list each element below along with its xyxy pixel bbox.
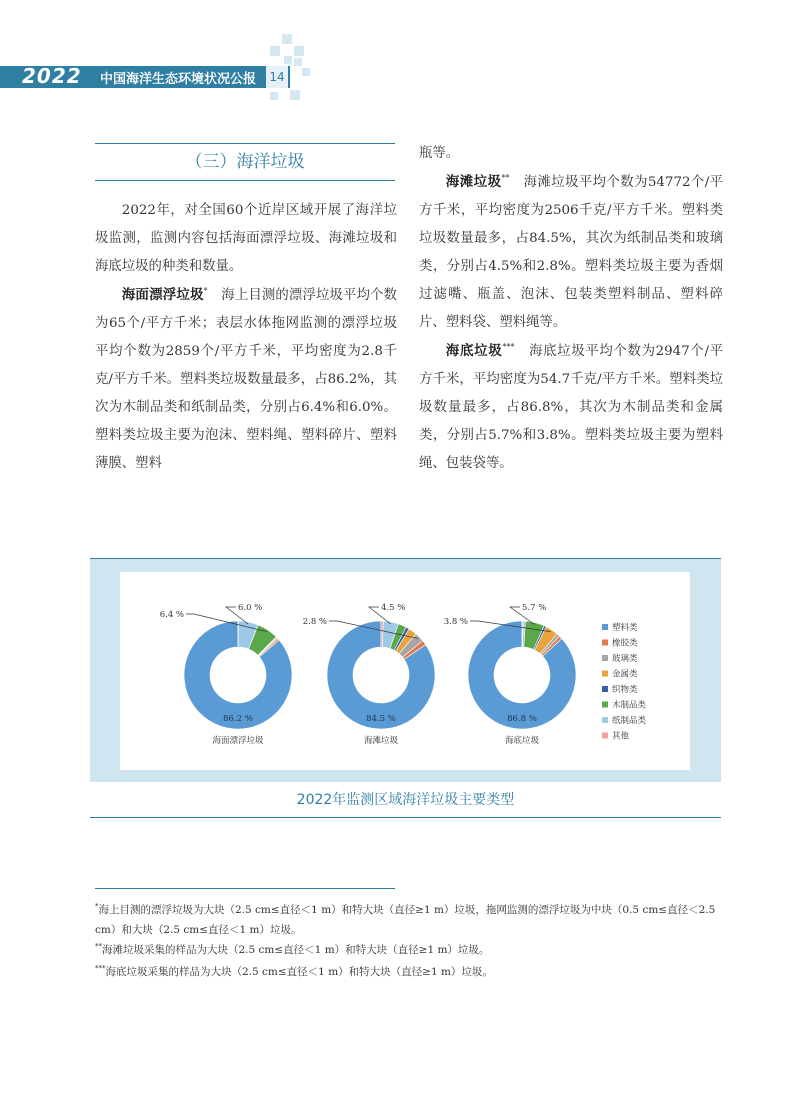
legend-swatch xyxy=(602,733,608,739)
legend-label: 橡胶类 xyxy=(612,638,638,649)
legend-swatch xyxy=(602,655,608,661)
seabed-paragraph xyxy=(419,337,723,478)
footnote-1-text: 海上目测的漂浮垃圾为大块（2.5 cm≤直径＜1 m）和特大块（直径≥1 m）垃圾，拖网监测的漂浮垃圾为中块（0.5 cm≤直径＜2.5 cm）和大块（2.5 cm≤直径＜1 m）垃圾。 xyxy=(95,904,716,936)
footnote-1 xyxy=(95,900,735,940)
data-label: 86.2 % xyxy=(223,714,253,724)
donut-2 xyxy=(303,603,435,746)
left-column xyxy=(95,197,397,478)
legend-swatch xyxy=(602,671,608,677)
footnote-2-mark: ** xyxy=(95,942,102,951)
footnote-3-mark: *** xyxy=(95,964,106,973)
chart-name: 海面漂浮垃圾 xyxy=(212,736,264,746)
beach-footnote-mark: ** xyxy=(501,173,510,183)
footnote-2 xyxy=(95,940,735,960)
header-year: 2022 xyxy=(22,64,82,88)
beach-keyword: 海滩垃圾 xyxy=(445,174,502,190)
data-label: 84.5 % xyxy=(366,714,396,724)
intro-paragraph: 2022年，对全国60个近岸区域开展了海洋垃圾监测，监测内容包括海面漂浮垃圾、海滩垃圾和海底垃圾的种类和数量。 xyxy=(95,203,397,274)
legend-label: 织物类 xyxy=(612,685,638,695)
legend-label: 金属类 xyxy=(612,669,638,680)
legend-label: 塑料类 xyxy=(612,623,638,633)
chart-name: 海底垃圾 xyxy=(504,736,540,746)
seabed-text: 海底垃圾平均个数为2947个/平方千米，平均密度为54.7千克/平方千米。塑料类垃圾数量最多，占86.8%，其次为木制品类和金属类，分别占5.7%和3.8%。塑料类垃圾主要为塑料绳、包装袋等。 xyxy=(419,344,724,471)
seabed-footnote-mark: *** xyxy=(502,342,515,352)
chart-name: 海滩垃圾 xyxy=(363,736,399,746)
float-footnote-mark: * xyxy=(203,286,208,296)
donut-charts xyxy=(120,572,690,770)
float-paragraph xyxy=(95,281,397,478)
data-label: 86.8 % xyxy=(507,714,537,724)
data-label: 2.8 % xyxy=(302,617,327,627)
legend-swatch xyxy=(602,702,608,708)
data-label: 3.8 % xyxy=(443,617,468,627)
float-text: 海上目测的漂浮垃圾平均个数为65个/平方千米；表层水体拖网监测的漂浮垃圾平均个数为2859个/平方千米，平均密度为2.8千克/平方千米。塑料类垃圾数量最多，占86.2%，其次为木制品类和纸制品类，分别占6.4%和6.0%。塑料类垃圾主要为泡沫、塑料绳、塑料碎片、塑料薄膜、塑料 xyxy=(95,288,398,471)
seabed-keyword: 海底垃圾 xyxy=(445,343,503,359)
float-keyword: 海面漂浮垃圾 xyxy=(121,287,204,303)
data-label: 6.0 % xyxy=(238,603,263,613)
data-label: 6.4 % xyxy=(159,610,184,620)
footnote-1-mark: * xyxy=(95,902,99,911)
footnote-rule xyxy=(95,888,395,889)
right-column xyxy=(419,140,723,478)
float-continued: 瓶等。 xyxy=(419,146,460,161)
page-number: 14 xyxy=(266,66,288,88)
footnote-3 xyxy=(95,962,735,982)
data-label: 4.5 % xyxy=(381,603,406,613)
legend xyxy=(602,622,647,742)
header-title: 中国海洋生态环境状况公报 xyxy=(100,72,257,87)
legend-swatch xyxy=(602,686,608,692)
legend-label: 其他 xyxy=(612,731,630,742)
beach-text: 海滩垃圾平均个数为54772个/平方千米，平均密度为2506千克/平方千米。塑料类垃圾数量最多，占84.5%，其次为纸制品类和玻璃类，分别占4.5%和2.8%。塑料类垃圾主要为香烟过滤嘴、瓶盖、泡沫、包装类塑料制品、塑料碎片、塑料袋、塑料绳等。 xyxy=(419,175,724,330)
beach-paragraph xyxy=(419,168,723,337)
donut-3 xyxy=(444,603,576,746)
legend-swatch xyxy=(602,717,608,723)
section-title: （三）海洋垃圾 xyxy=(95,143,395,181)
legend-label: 木制品类 xyxy=(612,700,647,711)
legend-swatch xyxy=(602,640,608,646)
slice-其他 xyxy=(522,621,523,647)
legend-label: 玻璃类 xyxy=(612,654,638,664)
footnote-3-text: 海底垃圾采集的样品为大块（2.5 cm≤直径＜1 m）和特大块（直径≥1 m）垃圾。 xyxy=(105,966,493,978)
figure-caption: 2022年监测区域海洋垃圾主要类型 xyxy=(90,783,721,818)
footnote-2-text: 海滩垃圾采集的样品为大块（2.5 cm≤直径＜1 m）和特大块（直径≥1 m）垃圾。 xyxy=(102,944,490,956)
legend-swatch xyxy=(602,624,608,630)
donut-1 xyxy=(160,603,292,746)
legend-label: 纸制品类 xyxy=(612,716,647,726)
data-label: 5.7 % xyxy=(522,603,547,613)
